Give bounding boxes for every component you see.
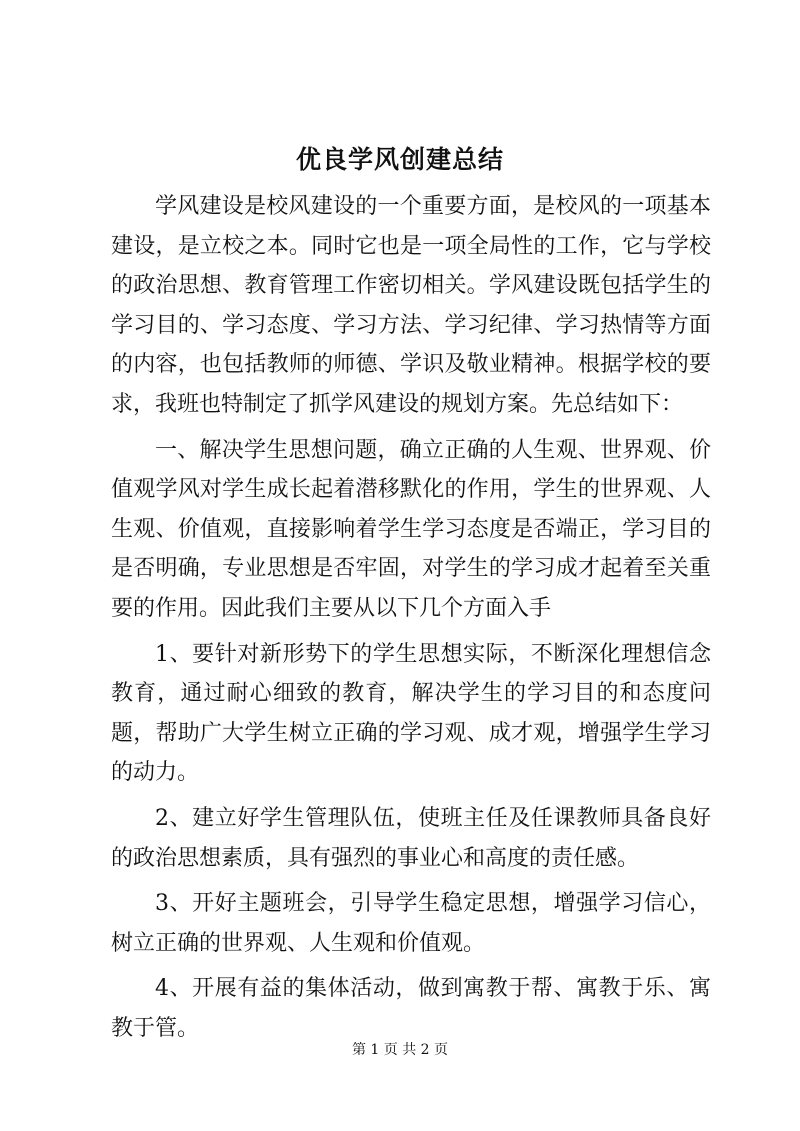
- paragraph-intro: 学风建设是校风建设的一个重要方面，是校风的一项基本建设，是立校之本。同时它也是一项全局性的工作，它与学校的政治思想、教育管理工作密切相关。学风建设既包括学生的学习目的、学习态度、学习方法、学习纪律、学习热情等方面的内容，也包括教师的师德、学识及敬业精神。根据学校的要求，我班也特制定了抓学风建设的规划方案。先总结如下：: [111, 194, 711, 417]
- paragraph-item-1: 1、要针对新形势下的学生思想实际，不断深化理想信念教育，通过耐心细致的教育，解决学生的学习目的和态度问题，帮助广大学生树立正确的学习观、成才观，增强学生学习的动力。: [111, 641, 711, 786]
- paragraph-section-1: 一、解决学生思想问题，确立正确的人生观、世界观、价值观学风对学生成长起着潜移默化的作用，学生的世界观、人生观、价值观，直接影响着学生学习态度是否端正，学习目的是否明确，专业思想是否牢固，对学生的学习成才起着至关重要的作用。因此我们主要从以下几个方面入手: [111, 437, 711, 621]
- page-footer: 第 1 页 共 2 页: [351, 1042, 449, 1058]
- document-title: 优良学风创建总结: [295, 145, 504, 174]
- document-body: [111, 187, 711, 1048]
- paragraph-item-2: 2、建立好学生管理队伍，使班主任及任课教师具备良好的政治思想素质，具有强烈的事业心和高度的责任感。: [111, 805, 711, 871]
- paragraph-item-3: 3、开好主题班会，引导学生稳定思想，增强学习信心，树立正确的世界观、人生观和价值观。: [111, 891, 711, 956]
- paragraph-item-4: 4、开展有益的集体活动，做到寓教于帮、寓教于乐、寓教于管。: [111, 976, 711, 1041]
